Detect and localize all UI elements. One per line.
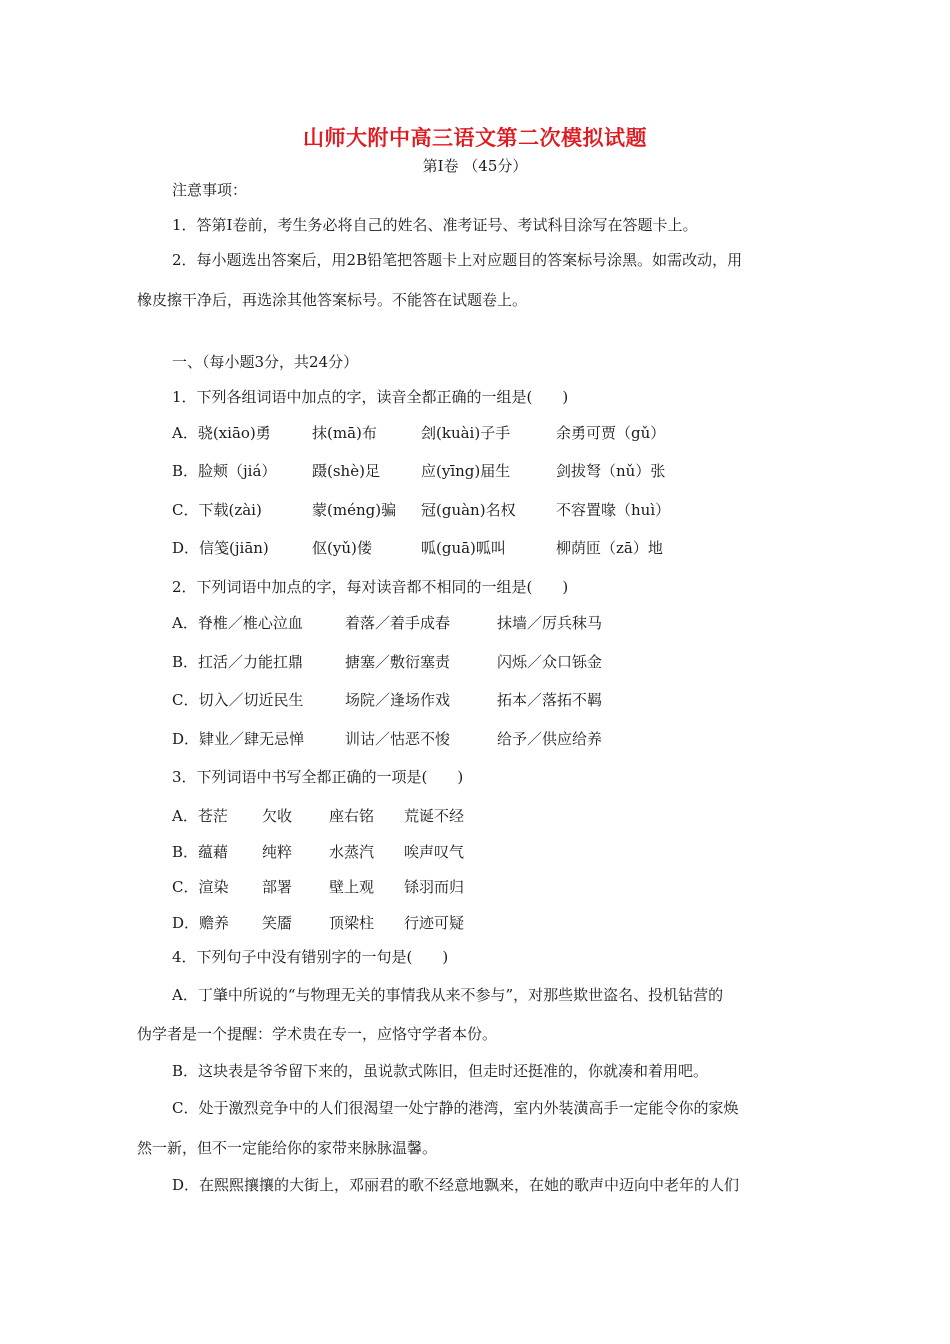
option-item: 刽(kuài)子手 [421,424,511,442]
option-item: 搪塞／敷衍塞责 [345,653,451,671]
question-4-option-c-line-2: 然一新，但不一定能给你的家带来脉脉温馨。 [137,1139,438,1157]
option-item: 伛(yǔ)偻 [312,539,372,557]
question-2-stem: 2．下列词语中加点的字，每对读音都不相同的一组是( ) [172,578,569,596]
notice-item-1: 1．答第Ⅰ卷前，考生务必将自己的姓名、准考证号、考试科目涂写在答题卡上。 [172,216,698,234]
option-item: D．赡养 [172,914,230,932]
option-item: 唉声叹气 [404,843,465,861]
question-4-option-d-line-1: D．在熙熙攘攘的大街上，邓丽君的歌不经意地飘来，在她的歌声中迈向中老年的人们 [172,1176,740,1194]
volume-subtitle: 第Ⅰ卷 （45分） [422,157,528,175]
option-item: 蹑(shè)足 [312,462,380,480]
option-item: 冠(guàn)名权 [421,501,516,519]
option-item: 壁上观 [329,878,375,896]
question-1-stem: 1．下列各组词语中加点的字，读音全都正确的一组是( ) [172,388,569,406]
question-4-option-a-line-1: A．丁肇中所说的“与物理无关的事情我从来不参与”，对那些欺世盗名、投机钻营的 [172,986,724,1004]
option-item: 抹(mā)布 [312,424,377,442]
option-item: 给予／供应给养 [497,730,603,748]
option-item: C．切入／切近民生 [172,691,304,709]
option-item: B．扛活／力能扛鼎 [172,653,304,671]
option-item: A．苍茫 [172,807,228,825]
option-item: A．骁(xiāo)勇 [172,424,271,442]
option-item: 余勇可贾（gǔ） [556,424,666,442]
option-item: 拓本／落拓不羁 [497,691,603,709]
option-item: 荒诞不经 [404,807,465,825]
option-item: B．蕴藉 [172,843,229,861]
question-3-stem: 3．下列词语中书写全都正确的一项是( ) [172,768,464,786]
option-item: 纯粹 [262,843,293,861]
option-item: B．脸颊（jiá） [172,462,277,480]
option-item: 行迹可疑 [404,914,465,932]
option-item: 场院／逢场作戏 [345,691,451,709]
option-item: 水蒸汽 [329,843,375,861]
option-item: 顶梁柱 [329,914,375,932]
option-item: 呱(guā)呱叫 [421,539,506,557]
option-item: C．下载(zài) [172,501,262,519]
exam-title: 山师大附中高三语文第二次模拟试题 [303,126,647,150]
option-item: 训诂／怙恶不悛 [345,730,451,748]
question-4-option-c-line-1: C．处于激烈竞争中的人们很渴望一处宁静的港湾，室内外装潢高手一定能令你的家焕 [172,1099,739,1117]
notice-item-2-line-2: 橡皮擦干净后，再选涂其他答案标号。不能答在试题卷上。 [137,291,528,309]
option-item: 欠收 [262,807,293,825]
notice-heading: 注意事项： [172,181,248,199]
option-item: 应(yīng)届生 [421,462,511,480]
option-item: 座右铭 [329,807,375,825]
option-item: 笑靥 [262,914,293,932]
option-item: D．肄业／肆无忌惮 [172,730,305,748]
question-4-option-b: B．这块表是爷爷留下来的，虽说款式陈旧，但走时还挺准的，你就凑和着用吧。 [172,1062,709,1080]
question-4-stem: 4．下列句子中没有错别字的一句是( ) [172,948,449,966]
option-item: 柳荫匝（zā）地 [556,539,663,557]
option-item: 抹墙／厉兵秣马 [497,614,603,632]
option-item: 闪烁／众口铄金 [497,653,603,671]
option-item: 蒙(méng)骗 [312,501,397,519]
option-item: 部署 [262,878,293,896]
section-heading: 一、（每小题3分，共24分） [172,353,359,371]
option-item: D．信笺(jiān) [172,539,269,557]
option-item: 剑拔弩（nǔ）张 [556,462,666,480]
option-item: 铩羽而归 [404,878,465,896]
option-item: 着落／着手成春 [345,614,451,632]
notice-item-2-line-1: 2．每小题选出答案后，用2B铅笔把答题卡上对应题目的答案标号涂黑。如需改动，用 [172,251,743,269]
option-item: A．脊椎／椎心泣血 [172,614,303,632]
question-4-option-a-line-2: 伪学者是一个提醒：学术贵在专一，应恪守学者本份。 [137,1025,498,1043]
option-item: C．渲染 [172,878,229,896]
option-item: 不容置喙（huì） [556,501,671,519]
